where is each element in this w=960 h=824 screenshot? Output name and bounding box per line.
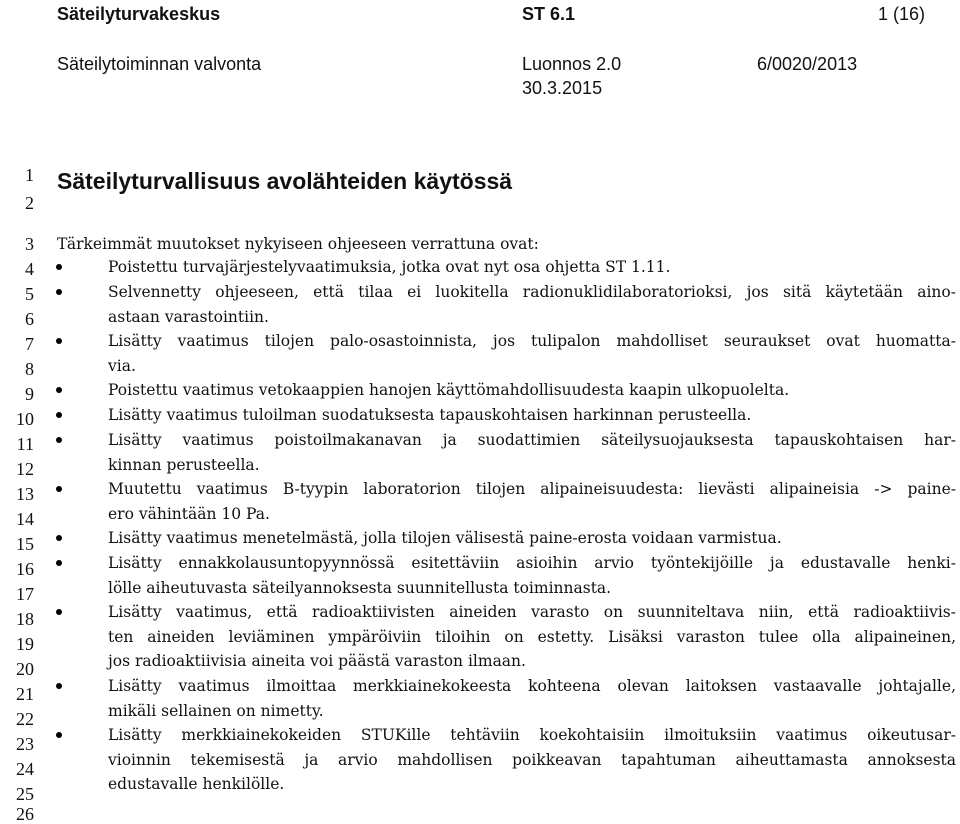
list-item-line: Lisätty vaatimus ilmoittaa merkkiainekokeesta kohteena olevan laitoksen vastaavalle johtajalle, (108, 677, 956, 695)
list-item (108, 723, 956, 797)
bullet-icon (56, 683, 62, 689)
line-number: 13 (16, 484, 34, 504)
bullet-icon (56, 609, 62, 615)
line-number: 8 (25, 359, 34, 379)
list-item-line: jos radioaktiivisia aineita voi päästä varaston ilmaan. (108, 652, 526, 671)
line-number: 18 (16, 609, 34, 629)
list-item-line: Muutettu vaatimus B-tyypin laboratorion tilojen alipaineisuudesta: lievästi alipaineisia -> paine- (108, 480, 956, 498)
list-item-line: via. (108, 356, 136, 375)
list-item (108, 551, 956, 600)
list-item-line: mikäli sellainen on nimetty. (108, 701, 324, 720)
list-item (108, 378, 956, 403)
line-number: 22 (16, 709, 34, 729)
line-number: 9 (25, 384, 34, 404)
line-number: 5 (25, 284, 34, 304)
header-guide: ST 6.1 (522, 4, 576, 24)
list-item-line: Poistettu vaatimus vetokaappien hanojen käyttömahdollisuudesta kaapin ulkopuolelta. (108, 381, 790, 399)
line-number: 4 (25, 259, 34, 279)
list-item (108, 280, 956, 329)
list-item-line: astaan varastointiin. (108, 307, 269, 326)
bullet-icon (56, 732, 62, 738)
line-number: 21 (16, 684, 34, 704)
line-number: 10 (16, 409, 34, 429)
line-number: 17 (16, 584, 34, 604)
header-page: 1 (16) (878, 4, 926, 24)
header-doc-number: 6/0020/2013 (757, 54, 858, 74)
line-number: 15 (16, 534, 34, 554)
list-item (108, 329, 956, 378)
header-department: Säteilytoiminnan valvonta (57, 54, 262, 74)
list-item-line: kinnan perusteella. (108, 455, 260, 474)
list-item-line: ero vähintään 10 Pa. (108, 504, 270, 523)
list-item-line: Lisätty vaatimus, että radioaktiivisten aineiden varasto on suunniteltava niin, että radioaktiivis- (108, 603, 956, 621)
list-item (108, 477, 956, 526)
list-item (108, 403, 956, 428)
list-item (108, 526, 956, 551)
bullet-icon (56, 387, 62, 393)
line-number: 6 (25, 309, 34, 329)
document-title: Säteilyturvallisuus avolähteiden käytössä (57, 168, 513, 194)
bullet-icon (56, 338, 62, 344)
bullet-icon (56, 412, 62, 418)
list-item-line: Lisätty vaatimus menetelmästä, jolla tilojen välisestä paine-erosta voidaan varmistua. (108, 529, 782, 547)
list-item-line: Lisätty vaatimus poistoilmakanavan ja suodattimien säteilysuojauksesta tapauskohtaisen har- (108, 431, 956, 449)
intro-text: Tärkeimmät muutokset nykyiseen ohjeeseen verrattuna ovat: (57, 235, 539, 253)
line-number: 2 (25, 193, 34, 213)
list-item (108, 255, 956, 280)
line-number: 14 (16, 509, 34, 529)
bullet-icon (56, 264, 62, 270)
list-item (108, 428, 956, 477)
list-item (108, 674, 956, 723)
line-number: 19 (16, 634, 34, 654)
list-item-line: vioinnin tekemisestä ja arvio mahdollisen poikkeavan tapahtuman aiheuttamasta annoksesta (108, 750, 956, 769)
list-item-line: Lisätty merkkiainekokeiden STUKille tehtäviin koekohtaisiin ilmoituksiin vaatimus oikeutusar- (108, 726, 956, 744)
list-item-line: Poistettu turvajärjestelyvaatimuksia, jotka ovat nyt osa ohjetta ST 1.11. (108, 258, 671, 276)
line-number: 7 (25, 334, 34, 354)
bullet-icon (56, 486, 62, 492)
bullet-icon (56, 560, 62, 566)
bullet-icon (56, 535, 62, 541)
bullet-icon (56, 437, 62, 443)
list-item-line: ten aineiden leviäminen ympäröiviin tiloihin on estetty. Lisäksi varaston tulee olla alipaineinen, (108, 627, 956, 646)
list-item (108, 600, 956, 674)
line-number: 12 (16, 459, 34, 479)
bullet-icon (56, 289, 62, 295)
header-date: 30.3.2015 (522, 78, 603, 98)
line-number: 24 (16, 759, 34, 779)
list-item-line: lölle aiheutuvasta säteilyannoksesta suunnitellusta toiminnasta. (108, 578, 612, 597)
list-item-line: Lisätty vaatimus tuloilman suodatuksesta tapauskohtaisen harkinnan perusteella. (108, 406, 752, 424)
list-item-line: edustavalle henkilölle. (108, 775, 285, 794)
line-number: 26 (16, 804, 34, 824)
list-item-line: Lisätty vaatimus tilojen palo-osastoinnista, jos tulipalon mahdolliset seuraukset ovat huomatta- (108, 332, 956, 350)
line-number: 1 (25, 165, 34, 185)
list-item-line: Selvennetty ohjeeseen, että tilaa ei luokitella radionuklidilaboratorioksi, jos sitä käytetään aino- (108, 283, 956, 301)
line-number: 20 (16, 659, 34, 679)
header-org: Säteilyturvakeskus (57, 4, 221, 24)
line-number: 25 (16, 784, 34, 804)
list-item-line: Lisätty ennakkolausuntopyynnössä esitettäviin asioihin arvio työntekijöille ja edustavalle henki- (108, 554, 956, 572)
line-number: 23 (16, 734, 34, 754)
line-number: 3 (25, 234, 34, 254)
line-number: 16 (16, 559, 34, 579)
line-number: 11 (16, 434, 34, 454)
header-draft: Luonnos 2.0 (522, 54, 622, 74)
